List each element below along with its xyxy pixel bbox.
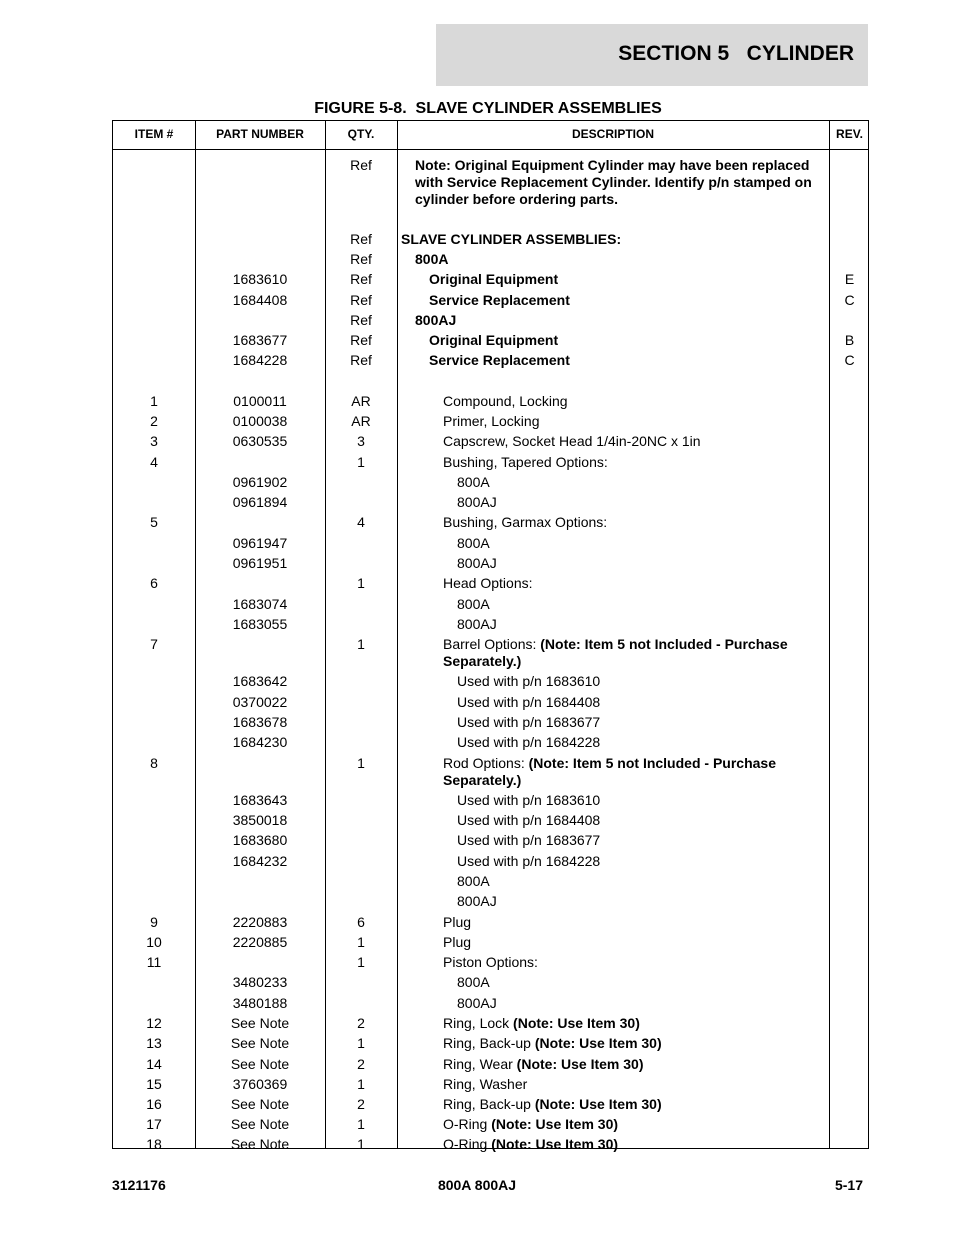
description-text: Primer, Locking xyxy=(443,413,540,429)
description xyxy=(443,454,829,471)
description xyxy=(429,332,829,349)
item-number: 16 xyxy=(146,1096,162,1112)
quantity: 1 xyxy=(357,636,365,652)
description xyxy=(457,893,829,910)
description-text: Bushing, Garmax Options: xyxy=(443,514,608,530)
description-text: Used with p/n 1683610 xyxy=(457,792,601,808)
description-text: Used with p/n 1684228 xyxy=(457,734,601,750)
description xyxy=(457,873,829,890)
description-note: (Note: Use Item 30) xyxy=(516,1056,644,1072)
part-number: 1684232 xyxy=(232,853,288,869)
description-text: Capscrew, Socket Head 1/4in-20NC x 1in xyxy=(443,433,701,449)
part-number: 1683677 xyxy=(232,332,288,348)
description xyxy=(443,914,829,931)
header-item: ITEM # xyxy=(134,127,174,141)
description xyxy=(457,694,829,711)
description xyxy=(415,251,829,268)
description-text: 800A xyxy=(415,251,449,267)
header-description: DESCRIPTION xyxy=(571,127,654,141)
description xyxy=(457,474,829,491)
section-title: SECTION 5 CYLINDER xyxy=(618,42,854,65)
part-number: See Note xyxy=(230,1015,290,1031)
quantity: Ref xyxy=(350,231,372,247)
description-text: Used with p/n 1683610 xyxy=(457,673,601,689)
description xyxy=(457,555,829,572)
page-number: 5-17 xyxy=(834,1177,863,1193)
description-note: (Note: Use Item 30) xyxy=(513,1015,640,1031)
description-text: 800A xyxy=(457,596,490,612)
item-number: 6 xyxy=(150,575,158,591)
header-rev: REV. xyxy=(836,127,863,141)
description-note: (Note: Item 5 not Included - Purchase Separately.) xyxy=(443,636,788,669)
description-text: 800A xyxy=(457,873,490,889)
description-text: O-Ring xyxy=(443,1116,492,1132)
description xyxy=(457,853,829,870)
part-number: See Note xyxy=(230,1116,290,1132)
quantity: Ref xyxy=(350,157,372,173)
description-text: Ring, Washer xyxy=(443,1076,528,1092)
quantity: Ref xyxy=(350,332,372,348)
header-part-number: PART NUMBER xyxy=(216,127,304,141)
header-divider xyxy=(113,149,868,150)
description xyxy=(443,636,803,670)
quantity: 1 xyxy=(357,1116,365,1132)
description xyxy=(457,974,829,991)
description xyxy=(443,755,803,789)
quantity: 1 xyxy=(357,954,365,970)
item-number: 2 xyxy=(150,413,158,429)
revision: E xyxy=(844,271,855,287)
item-number: 4 xyxy=(150,454,158,470)
description-text: Service Replacement xyxy=(429,352,570,368)
description xyxy=(443,1056,829,1073)
description-text: Note: Original Equipment Cylinder may have been replaced with Service Replacement Cylinder. Identify p/n stamped on cylinder before ordering parts. xyxy=(415,157,812,207)
part-number: 2220885 xyxy=(232,934,288,950)
figure-title: FIGURE 5-8. SLAVE CYLINDER ASSEMBLIES xyxy=(314,100,662,117)
description-note: (Note: Use Item 30) xyxy=(491,1116,619,1132)
quantity: 1 xyxy=(357,1076,365,1092)
description-note: (Note: Item 5 not Included - Purchase Separately.) xyxy=(443,755,776,788)
description-note: (Note: Use Item 30) xyxy=(534,1096,662,1112)
quantity: Ref xyxy=(350,251,372,267)
description-text: O-Ring xyxy=(443,1136,492,1152)
quantity: 3 xyxy=(357,433,365,449)
footer-models: 800A 800AJ xyxy=(437,1177,517,1193)
description-text: 800AJ xyxy=(457,616,497,632)
description xyxy=(457,535,829,552)
description-text: Original Equipment xyxy=(429,271,559,287)
quantity: 2 xyxy=(357,1015,365,1031)
quantity: AR xyxy=(351,413,371,429)
description xyxy=(443,1096,829,1113)
description xyxy=(429,292,829,309)
part-number: 0961902 xyxy=(232,474,288,490)
description-text: 800AJ xyxy=(457,494,497,510)
part-number: 0961951 xyxy=(232,555,288,571)
item-number: 11 xyxy=(146,954,162,970)
item-number: 1 xyxy=(150,393,158,409)
description-text: SLAVE CYLINDER ASSEMBLIES: xyxy=(401,231,622,247)
part-number: 1683680 xyxy=(232,832,288,848)
revision: C xyxy=(844,292,855,308)
description-text: Bushing, Tapered Options: xyxy=(443,454,608,470)
part-number: See Note xyxy=(230,1136,290,1152)
part-number: 1683055 xyxy=(232,616,288,632)
description xyxy=(457,494,829,511)
item-number: 10 xyxy=(146,934,162,950)
part-number: 1683074 xyxy=(232,596,288,612)
description-text: Original Equipment xyxy=(429,332,559,348)
quantity: 4 xyxy=(357,514,365,530)
description-text: 800A xyxy=(457,535,490,551)
header-qty: QTY. xyxy=(347,127,375,141)
description-text: 800AJ xyxy=(457,893,497,909)
quantity: 2 xyxy=(357,1096,365,1112)
part-number: 1683678 xyxy=(232,714,288,730)
description xyxy=(443,1015,829,1032)
quantity: Ref xyxy=(350,271,372,287)
description xyxy=(457,792,829,809)
quantity: 1 xyxy=(357,755,365,771)
part-number: 0961947 xyxy=(232,535,288,551)
part-number: 1684230 xyxy=(232,734,288,750)
parts-table xyxy=(112,120,869,1152)
part-number: 0630535 xyxy=(232,433,288,449)
part-number: 3850018 xyxy=(232,812,288,828)
description xyxy=(457,734,829,751)
part-number: 1683643 xyxy=(232,792,288,808)
description-text: 800AJ xyxy=(457,555,497,571)
description xyxy=(443,433,829,450)
description-text: Plug xyxy=(443,934,472,950)
item-number: 17 xyxy=(146,1116,162,1132)
part-number: See Note xyxy=(230,1096,290,1112)
description xyxy=(457,673,829,690)
item-number: 15 xyxy=(146,1076,162,1092)
part-number: 0100038 xyxy=(232,413,288,429)
description xyxy=(457,616,829,633)
quantity: Ref xyxy=(350,312,372,328)
quantity: 1 xyxy=(357,1035,365,1051)
revision: C xyxy=(844,352,855,368)
description-text: Head Options: xyxy=(443,575,533,591)
item-number: 9 xyxy=(150,914,158,930)
description xyxy=(443,1136,829,1153)
description xyxy=(443,934,829,951)
description-text: Ring, Back-up xyxy=(443,1096,535,1112)
part-number: 1683642 xyxy=(232,673,288,689)
item-number: 18 xyxy=(146,1136,162,1152)
revision: B xyxy=(844,332,855,348)
description xyxy=(443,575,829,592)
description-text: Used with p/n 1684408 xyxy=(457,812,601,828)
description xyxy=(429,352,829,369)
description xyxy=(415,157,829,208)
description-text: Service Replacement xyxy=(429,292,570,308)
description-text: Plug xyxy=(443,914,472,930)
quantity: Ref xyxy=(350,352,372,368)
description-text: 800A xyxy=(457,474,490,490)
item-number: 13 xyxy=(146,1035,162,1051)
column-divider xyxy=(397,121,398,1148)
part-number: 1684408 xyxy=(232,292,288,308)
item-number: 8 xyxy=(150,755,158,771)
description xyxy=(443,393,829,410)
description-text: Used with p/n 1684408 xyxy=(457,694,601,710)
quantity: 1 xyxy=(357,575,365,591)
part-number: 1683610 xyxy=(232,271,288,287)
description xyxy=(415,312,829,329)
quantity: 1 xyxy=(357,934,365,950)
description-text: Compound, Locking xyxy=(443,393,568,409)
item-number: 14 xyxy=(146,1056,162,1072)
description xyxy=(443,954,829,971)
description xyxy=(457,832,829,849)
description-text: Piston Options: xyxy=(443,954,538,970)
description-text: 800AJ xyxy=(457,995,497,1011)
part-number: 0370022 xyxy=(232,694,288,710)
quantity: 2 xyxy=(357,1056,365,1072)
description-text: Rod Options: xyxy=(443,755,529,771)
description xyxy=(443,413,829,430)
description xyxy=(457,812,829,829)
description xyxy=(443,1116,829,1133)
description xyxy=(457,714,829,731)
part-number: 0961894 xyxy=(232,494,288,510)
part-number: 3760369 xyxy=(232,1076,288,1092)
description-text: Barrel Options: xyxy=(443,636,541,652)
part-number: See Note xyxy=(230,1056,290,1072)
item-number: 3 xyxy=(150,433,158,449)
quantity: 1 xyxy=(357,454,365,470)
description-text: Used with p/n 1683677 xyxy=(457,714,601,730)
description xyxy=(443,1076,829,1093)
item-number: 7 xyxy=(150,636,158,652)
doc-number: 3121176 xyxy=(112,1177,166,1193)
description-text: 800AJ xyxy=(415,312,457,328)
part-number: 0100011 xyxy=(233,393,287,409)
quantity: AR xyxy=(351,393,371,409)
description xyxy=(457,995,829,1012)
description-text: Used with p/n 1683677 xyxy=(457,832,601,848)
description-text: 800A xyxy=(457,974,490,990)
description xyxy=(401,231,829,248)
description xyxy=(443,1035,829,1052)
part-number: See Note xyxy=(230,1035,290,1051)
item-number: 5 xyxy=(150,514,158,530)
quantity: 1 xyxy=(357,1136,365,1152)
description-note: (Note: Use Item 30) xyxy=(491,1136,619,1152)
quantity: 6 xyxy=(357,914,365,930)
description xyxy=(443,514,829,531)
description xyxy=(457,596,829,613)
description-text: Used with p/n 1684228 xyxy=(457,853,601,869)
description-text: Ring, Lock xyxy=(443,1015,514,1031)
description-note: (Note: Use Item 30) xyxy=(534,1035,662,1051)
description xyxy=(429,271,829,288)
part-number: 3480233 xyxy=(232,974,288,990)
description-text: Ring, Back-up xyxy=(443,1035,535,1051)
quantity: Ref xyxy=(350,292,372,308)
description-text: Ring, Wear xyxy=(443,1056,517,1072)
item-number: 12 xyxy=(146,1015,162,1031)
part-number: 2220883 xyxy=(232,914,288,930)
part-number: 3480188 xyxy=(232,995,288,1011)
section-header xyxy=(436,24,868,86)
part-number: 1684228 xyxy=(232,352,288,368)
